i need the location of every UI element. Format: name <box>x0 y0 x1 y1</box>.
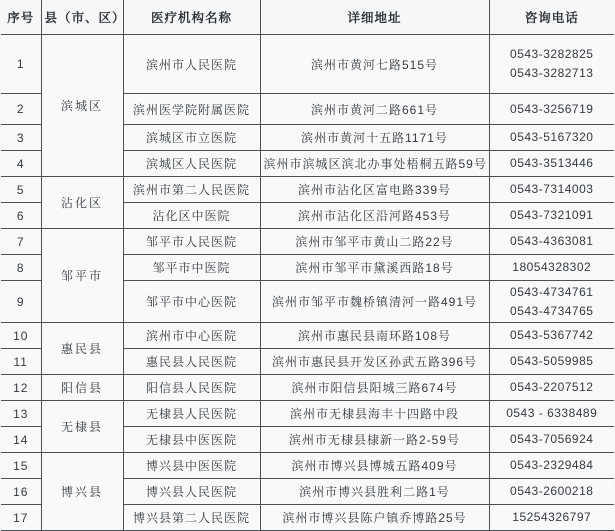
column-header-no: 序号 <box>1 0 41 35</box>
phone-line: 0543-4734765 <box>510 303 594 318</box>
cell-address: 滨州市惠民县南环路108号 <box>260 323 489 349</box>
column-header-name: 医疗机构名称 <box>123 0 260 35</box>
column-header-county: 县（市、区） <box>41 0 123 35</box>
phone-line: 0543-7314003 <box>510 182 594 197</box>
cell-name: 滨州市第二人民医院 <box>123 177 260 203</box>
cell-address: 滨州市邹平市魏桥镇清河一路491号 <box>260 281 489 323</box>
phone-line: 0543-2207512 <box>510 380 594 395</box>
phone-line: 0543-5059985 <box>510 354 594 369</box>
cell-address: 滨州市惠民县开发区孙武五路396号 <box>260 349 489 375</box>
cell-phone <box>489 281 614 323</box>
cell-no: 3 <box>1 125 41 151</box>
phone-line: 0543-2600218 <box>510 484 594 499</box>
cell-no: 6 <box>1 203 41 229</box>
phone-line: 0543 - 6338489 <box>506 406 598 421</box>
cell-phone <box>489 505 614 531</box>
cell-no: 15 <box>1 453 41 479</box>
hospital-table <box>1 0 614 531</box>
cell-address: 滨州市博兴县陈户镇乔博路25号 <box>260 505 489 531</box>
cell-no: 16 <box>1 479 41 505</box>
cell-name: 沾化区中医院 <box>123 203 260 229</box>
phone-line: 0543-5367742 <box>510 328 594 343</box>
cell-phone <box>489 203 614 229</box>
cell-address: 滨州市邹平市黛溪西路18号 <box>260 255 489 281</box>
cell-name: 阳信县人民医院 <box>123 375 260 401</box>
cell-county-bincheng: 滨城区 <box>41 35 123 177</box>
cell-county-yangxin: 阳信县 <box>41 375 123 401</box>
cell-address: 滨州市博兴县博城五路409号 <box>260 453 489 479</box>
phone-line: 18054328302 <box>512 260 592 275</box>
table-row <box>1 375 614 401</box>
cell-no: 2 <box>1 94 41 125</box>
table-row <box>1 401 614 427</box>
cell-no: 7 <box>1 229 41 255</box>
table-row <box>1 177 614 203</box>
cell-phone <box>489 401 614 427</box>
cell-no: 1 <box>1 35 41 94</box>
cell-name: 滨州医学院附属医院 <box>123 94 260 125</box>
cell-address: 滨州市黄河七路515号 <box>260 35 489 94</box>
cell-phone <box>489 349 614 375</box>
phone-line: 0543-4734761 <box>510 285 594 299</box>
cell-address: 滨州市博兴县胜利二路1号 <box>260 479 489 505</box>
cell-name: 邹平市中医院 <box>123 255 260 281</box>
phone-line: 0543-3282713 <box>510 66 594 80</box>
cell-phone <box>489 453 614 479</box>
table-row <box>1 453 614 479</box>
cell-no: 9 <box>1 281 41 323</box>
cell-no: 4 <box>1 151 41 177</box>
phone-line: 0543-7321091 <box>510 208 594 223</box>
cell-address: 滨州市黄河十五路1171号 <box>260 125 489 151</box>
cell-no: 8 <box>1 255 41 281</box>
cell-name: 滨城区人民医院 <box>123 151 260 177</box>
cell-phone <box>489 177 614 203</box>
cell-phone <box>489 323 614 349</box>
cell-no: 11 <box>1 349 41 375</box>
table-header-row <box>1 0 614 35</box>
phone-line: 15254326797 <box>512 510 592 525</box>
phone-line: 0543-3282825 <box>510 47 594 62</box>
cell-phone <box>489 94 614 125</box>
cell-no: 10 <box>1 323 41 349</box>
cell-county-zouping: 邹平市 <box>41 229 123 323</box>
cell-no: 17 <box>1 505 41 531</box>
cell-address: 滨州市沾化区富电路339号 <box>260 177 489 203</box>
cell-phone <box>489 229 614 255</box>
cell-phone <box>489 35 614 94</box>
cell-address: 滨州市无棣县海丰十四路中段 <box>260 401 489 427</box>
cell-phone <box>489 151 614 177</box>
cell-address: 滨州市黄河二路661号 <box>260 94 489 125</box>
column-header-phone: 咨询电话 <box>489 0 614 35</box>
cell-name: 博兴县中医医院 <box>123 453 260 479</box>
table-row <box>1 35 614 94</box>
cell-name: 博兴县人民医院 <box>123 479 260 505</box>
cell-county-wudi: 无棣县 <box>41 401 123 453</box>
cell-name: 博兴县第二人民医院 <box>123 505 260 531</box>
cell-phone <box>489 125 614 151</box>
cell-address: 滨州市滨城区滨北办事处梧桐五路59号 <box>260 151 489 177</box>
phone-line: 0543-3256719 <box>510 101 594 116</box>
table-row <box>1 229 614 255</box>
cell-county-huimin: 惠民县 <box>41 323 123 375</box>
cell-county-zhanhua: 沾化区 <box>41 177 123 229</box>
cell-phone <box>489 479 614 505</box>
phone-line: 0543-4363081 <box>510 234 594 249</box>
cell-no: 12 <box>1 375 41 401</box>
cell-no: 13 <box>1 401 41 427</box>
cell-no: 5 <box>1 177 41 203</box>
cell-name: 惠民县人民医院 <box>123 349 260 375</box>
phone-line: 0543-2329484 <box>510 458 594 473</box>
column-header-address: 详细地址 <box>260 0 489 35</box>
cell-address: 滨州市无棣县棣新一路2-59号 <box>260 427 489 453</box>
phone-line: 0543-7056924 <box>510 432 594 447</box>
cell-name: 邹平市人民医院 <box>123 229 260 255</box>
cell-name: 无棣县中医医院 <box>123 427 260 453</box>
cell-name: 无棣县人民医院 <box>123 401 260 427</box>
phone-line: 0543-3513446 <box>510 156 594 171</box>
phone-line: 0543-5167320 <box>510 130 594 145</box>
cell-phone <box>489 375 614 401</box>
cell-name: 邹平市中心医院 <box>123 281 260 323</box>
cell-name: 滨州市中心医院 <box>123 323 260 349</box>
cell-name: 滨州市人民医院 <box>123 35 260 94</box>
cell-phone <box>489 427 614 453</box>
cell-no: 14 <box>1 427 41 453</box>
table-row <box>1 323 614 349</box>
cell-phone <box>489 255 614 281</box>
cell-address: 滨州市邹平市黄山二路22号 <box>260 229 489 255</box>
cell-county-boxing: 博兴县 <box>41 453 123 531</box>
cell-address: 滨州市阳信县阳城三路674号 <box>260 375 489 401</box>
cell-name: 滨城区市立医院 <box>123 125 260 151</box>
cell-address: 滨州市沾化区沿河路453号 <box>260 203 489 229</box>
